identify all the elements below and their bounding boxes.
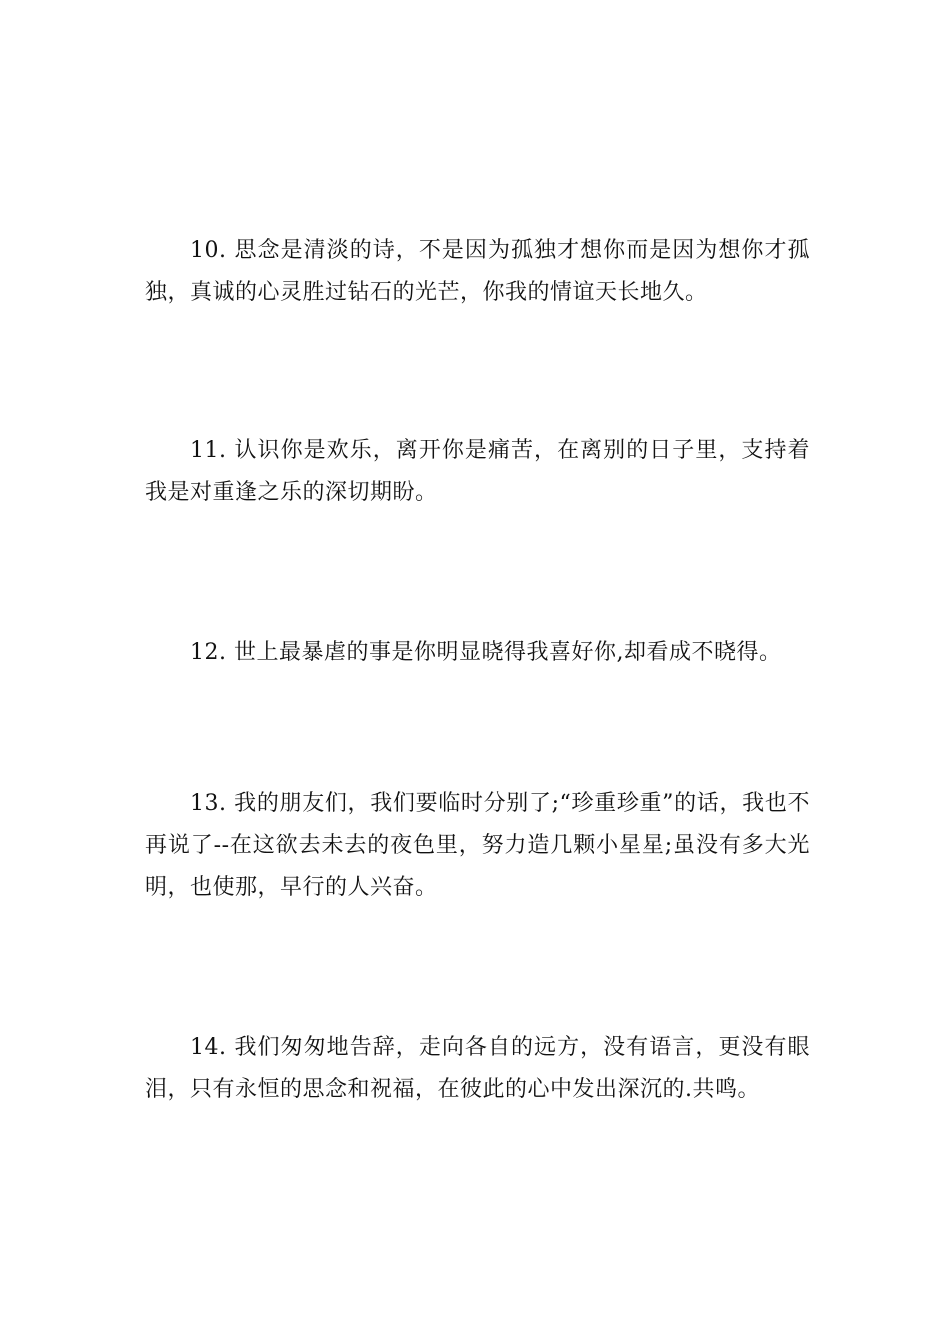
paragraph-11: 11. 认识你是欢乐，离开你是痛苦，在离别的日子里，支持着我是对重逢之乐的深切期盼。 bbox=[145, 438, 810, 505]
paragraph-14: 14. 我们匆匆地告辞，走向各自的远方，没有语言，更没有眼泪，只有永恒的思念和祝福，在彼此的心中发出深沉的.共鸣。 bbox=[145, 1035, 810, 1102]
paragraph-13: 13. 我的朋友们，我们要临时分别了;“珍重珍重”的话，我也不再说了--在这欲去未去的夜色里，努力造几颗小星星;虽没有多大光明，也使那，早行的人兴奋。 bbox=[145, 791, 810, 900]
paragraph-10: 10. 思念是清淡的诗，不是因为孤独才想你而是因为想你才孤独，真诚的心灵胜过钻石的光芒，你我的情谊天长地久。 bbox=[145, 238, 810, 305]
paragraph-12: 12. 世上最暴虐的事是你明显晓得我喜好你,却看成不晓得。 bbox=[190, 640, 782, 665]
